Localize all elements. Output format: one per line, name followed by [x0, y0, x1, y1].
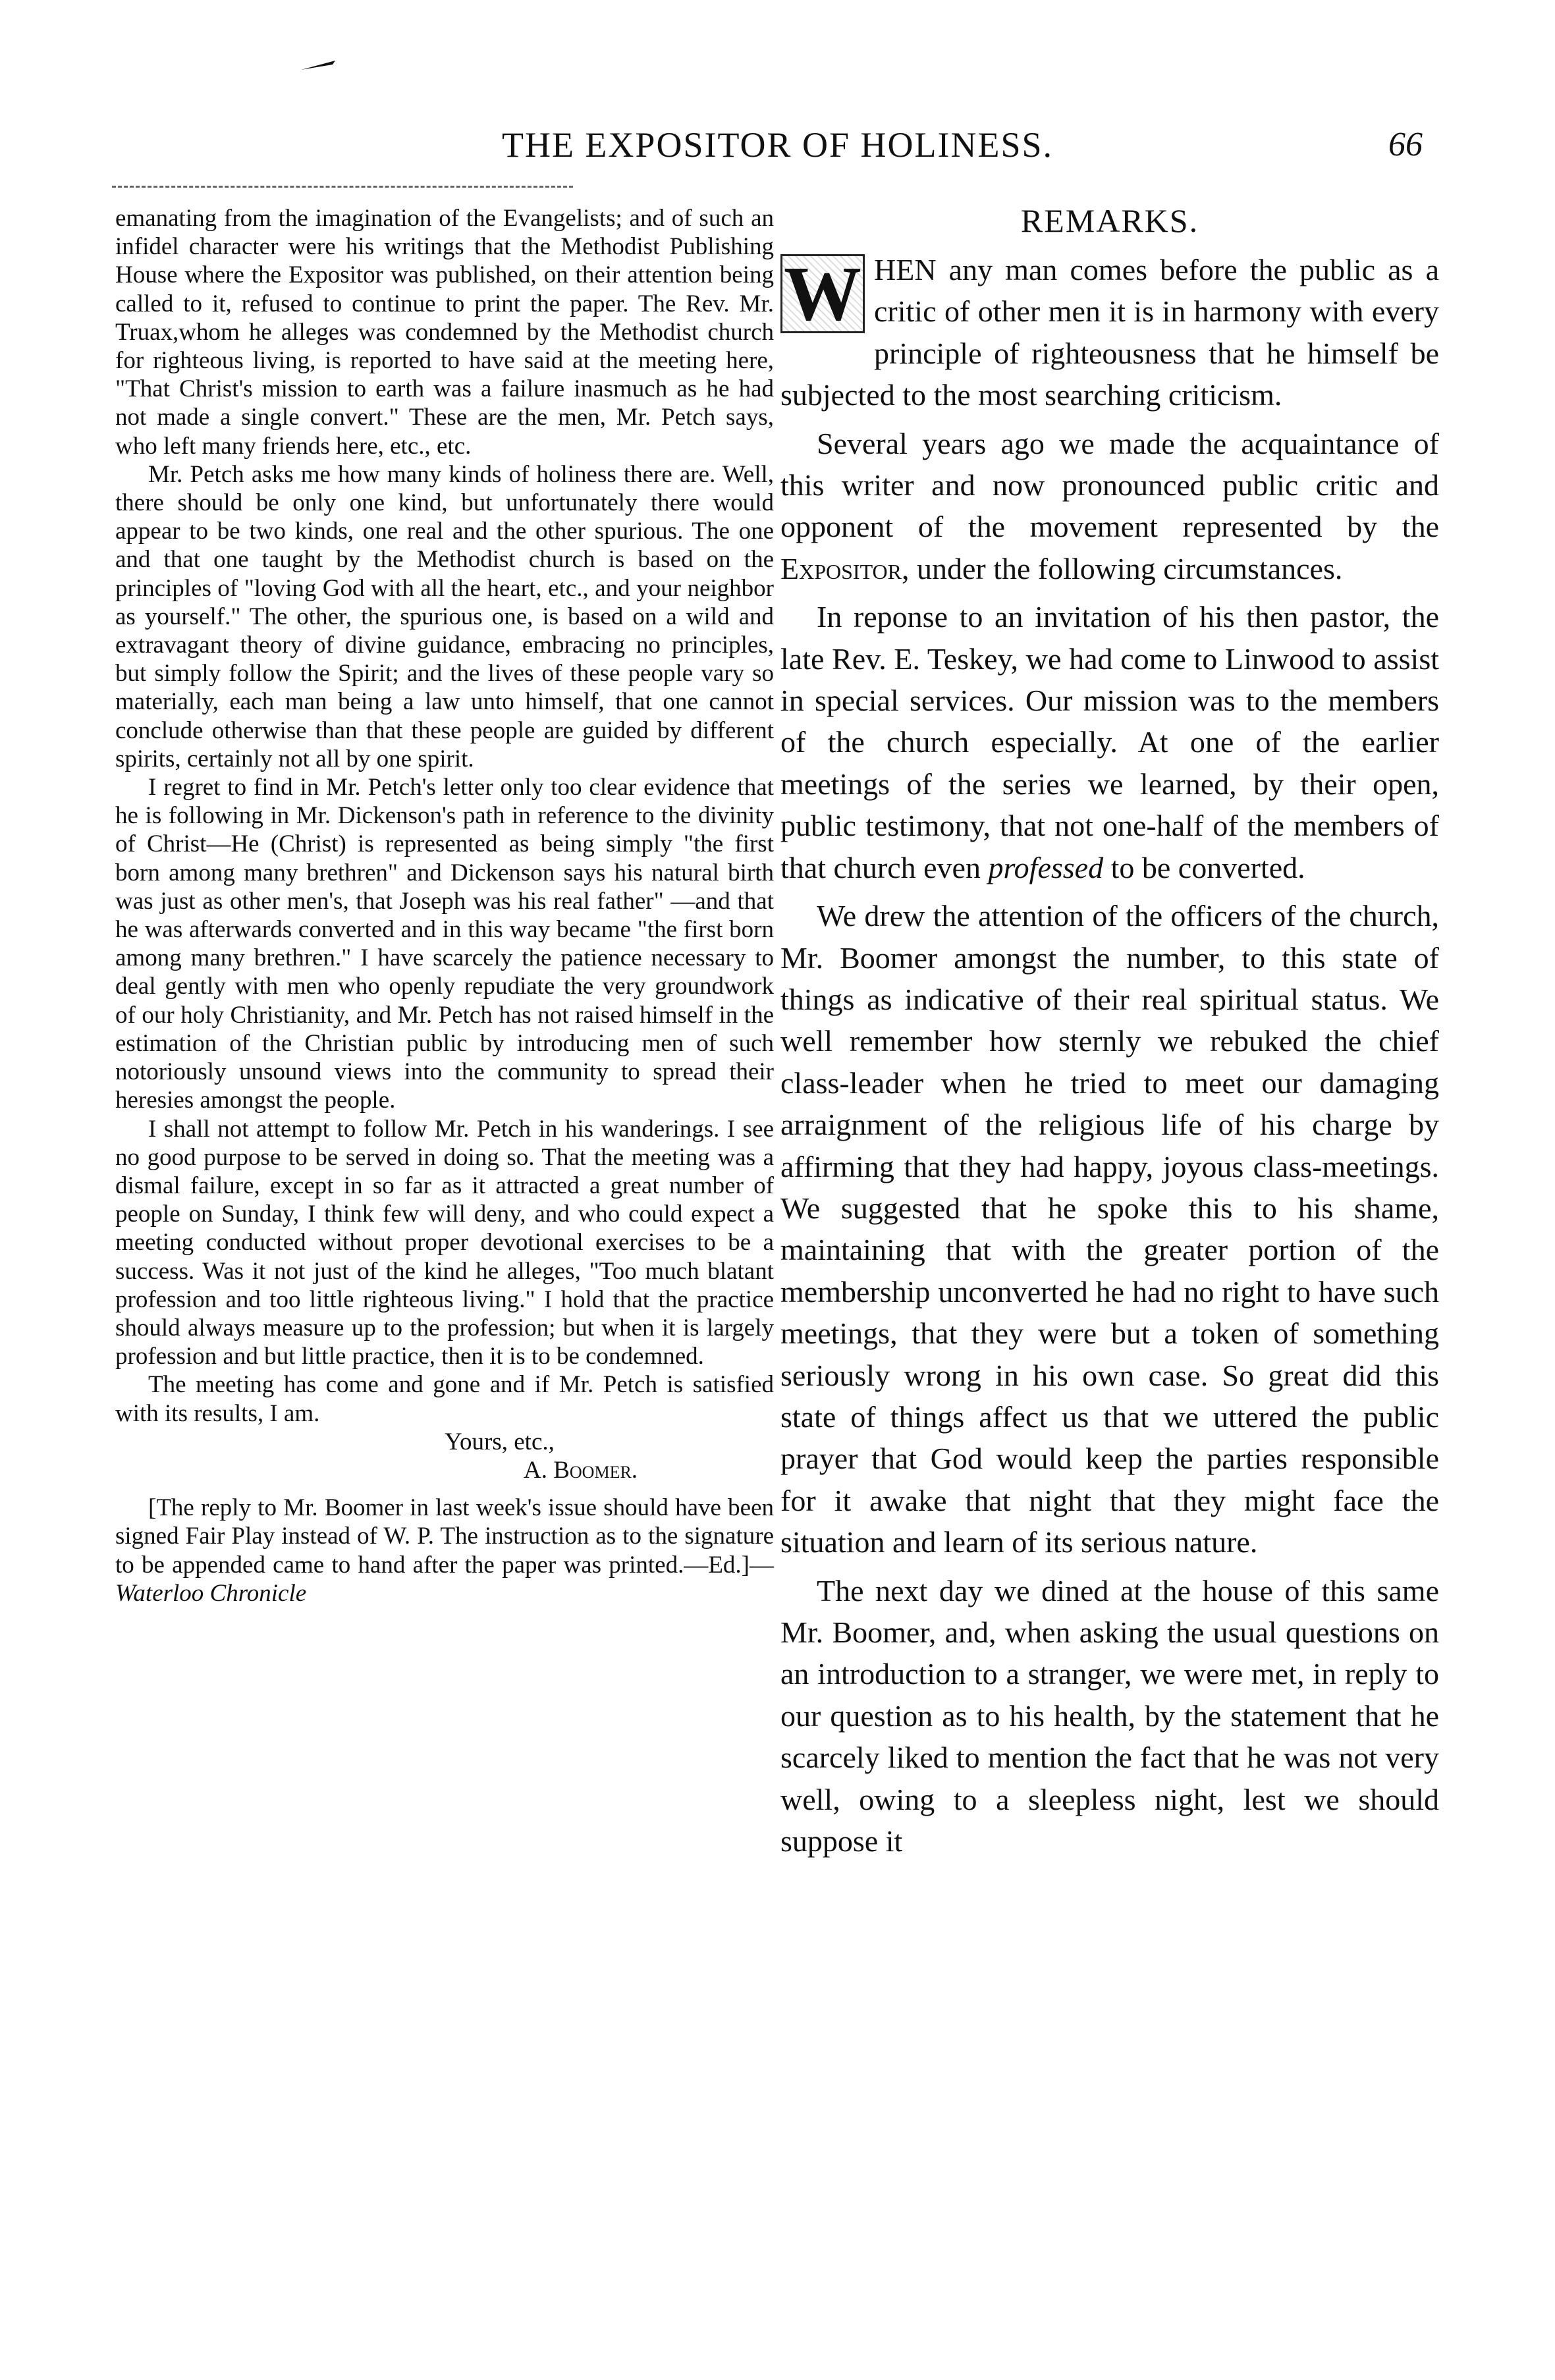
left-paragraph-5: The meeting has come and gone and if Mr. Petch is satisfied with its results, I am.: [115, 1371, 774, 1427]
right-paragraph-2-b: , under the following circumstances.: [902, 551, 1343, 585]
page-header: [0, 125, 1555, 165]
header-rule: [112, 186, 573, 188]
right-paragraph-3-b: to be converted.: [1110, 850, 1305, 884]
right-paragraph-1: [780, 249, 1439, 416]
right-paragraph-2: [780, 423, 1439, 590]
right-paragraph-4: We drew the attention of the officers of the church, Mr. Boomer amongst the number, to this state of things as indicative of their real spiritual status. We well remember how sternly we rebuked the chief class-leader when he tried to meet our damaging arraignment of the religious life of his charge by affirming that they had happy, joyous class-meetings. We suggested that he spoke this to his shame, maintaining that with the greater portion of the membership unconverted he had no right to have such meetings, that they were but a token of something seriously wrong in his own case. So great did this state of things affect us that we uttered the public prayer that God would keep the parties responsible for it awake that night that they might face the situation and learn of its serious nature.: [780, 899, 1439, 1559]
right-paragraph-3-a: In reponse to an invitation of his then pastor, the late Rev. E. Teskey, we had come to Linwood to assist in special services. Our mission was to the members of the church especially. At one of the earlier meetings of the series we learned, by their open, public testimony, that not one-half of the members of that church even: [780, 600, 1439, 884]
left-paragraph-1: emanating from the imagination of the Evangelists; and of such an infidel character were his writings that the Methodist Publishing House where the Expositor was published, on their attention being called to it, refused to continue to print the paper. The Rev. Mr. Truax,whom he alleges was condemned by the Methodist church for righteous living, is reported to have said at the meeting here, "That Christ's mission to earth was a failure inasmuch as he had not made a single convert." These are the men, Mr. Petch says, who left many friends here, etc., etc.: [115, 205, 774, 460]
signature: A. Boomer.: [524, 1456, 638, 1484]
source-attribution: Waterloo Chronicle: [115, 1579, 307, 1607]
running-title: THE EXPOSITOR OF HOLINESS.: [501, 125, 1054, 165]
right-column: [780, 198, 1439, 1868]
editor-note-text: [The reply to Mr. Boomer in last week's issue should have been signed Fair Play instead of W. P. The instruction as to the signature to be appended came to hand after the paper was printed.—Ed.]—: [115, 1494, 774, 1579]
italic-professed: professed: [988, 850, 1104, 884]
dropcap-letter: W: [784, 250, 861, 337]
expositor-name: Expositor: [780, 551, 902, 585]
ink-mark: [300, 59, 337, 71]
editor-note: [115, 1494, 774, 1608]
left-column: [115, 204, 774, 1608]
left-paragraph-3: I regret to find in Mr. Petch's letter only too clear evidence that he is following in Mr. Dickenson's path in reference to the divinity of Christ—He (Christ) is represented as being simply "the first born among many brethren" and Dickenson says his natural birth was just as other men's, that Joseph was his real father" —and that he was afterwards converted and in this way became "the first born among many brethren." I have scarcely the patience necessary to deal gently with men who openly repudiate the very groundwork of our holy Christianity, and Mr. Petch has not raised himself in the estimation of the Christian public by introducing men of such notoriously unsound views into the community to spread their heresies amongst the people.: [115, 774, 774, 1114]
left-paragraph-2: Mr. Petch asks me how many kinds of holiness there are. Well, there should be only one kind, but unfortunately there would appear to be two kinds, one real and the other spurious. The one and that one taught by the Methodist church is based on the principles of "loving God with all the heart, etc., and your neighbor as yourself." The other, the spurious one, is based on a wild and extravagant theory of divine guidance, embracing no principles, but simply follow the Spirit; and the lives of these people vary so materially, each man being a law unto himself, that one cannot conclude otherwise than that these people are guided by different spirits, certainly not all by one spirit.: [115, 460, 774, 772]
closing-yours: Yours, etc.,: [445, 1428, 555, 1455]
right-paragraph-1-text: HEN any man comes before the public as a critic of other men it is in harmony with every principle of righteousness that he himself be subjected to the most searching criticism.: [780, 253, 1439, 412]
dropcap-w: [780, 250, 865, 337]
right-paragraph-5: The next day we dined at the house of this same Mr. Boomer, and, when asking the usual questions on an introduction to a stranger, we were met, in reply to our question as to his health, by the statement that he scarcely liked to mention the fact that he was not very well, owing to a sleepless night, lest we should suppose it: [780, 1573, 1439, 1858]
section-heading: REMARKS.: [1020, 202, 1199, 239]
right-paragraph-3: [780, 596, 1439, 888]
right-paragraph-2-a: Several years ago we made the acquaintance of this writer and now pronounced public critic and opponent of the movement represented by the: [780, 426, 1439, 544]
left-paragraph-4: I shall not attempt to follow Mr. Petch in his wanderings. I see no good purpose to be served in doing so. That the meeting was a dismal failure, except in so far as it attracted a great number of people on Sunday, I think few will deny, and who could expect a meeting conducted without proper devotional exercises to be a success. Was it not just of the kind he alleges, "Too much blatant profession and too little righteous living." I hold that the practice should always measure up to the profession; but when it is largely profession and but little practice, then it is to be condemned.: [115, 1115, 774, 1370]
page-number: 66: [1388, 126, 1423, 163]
